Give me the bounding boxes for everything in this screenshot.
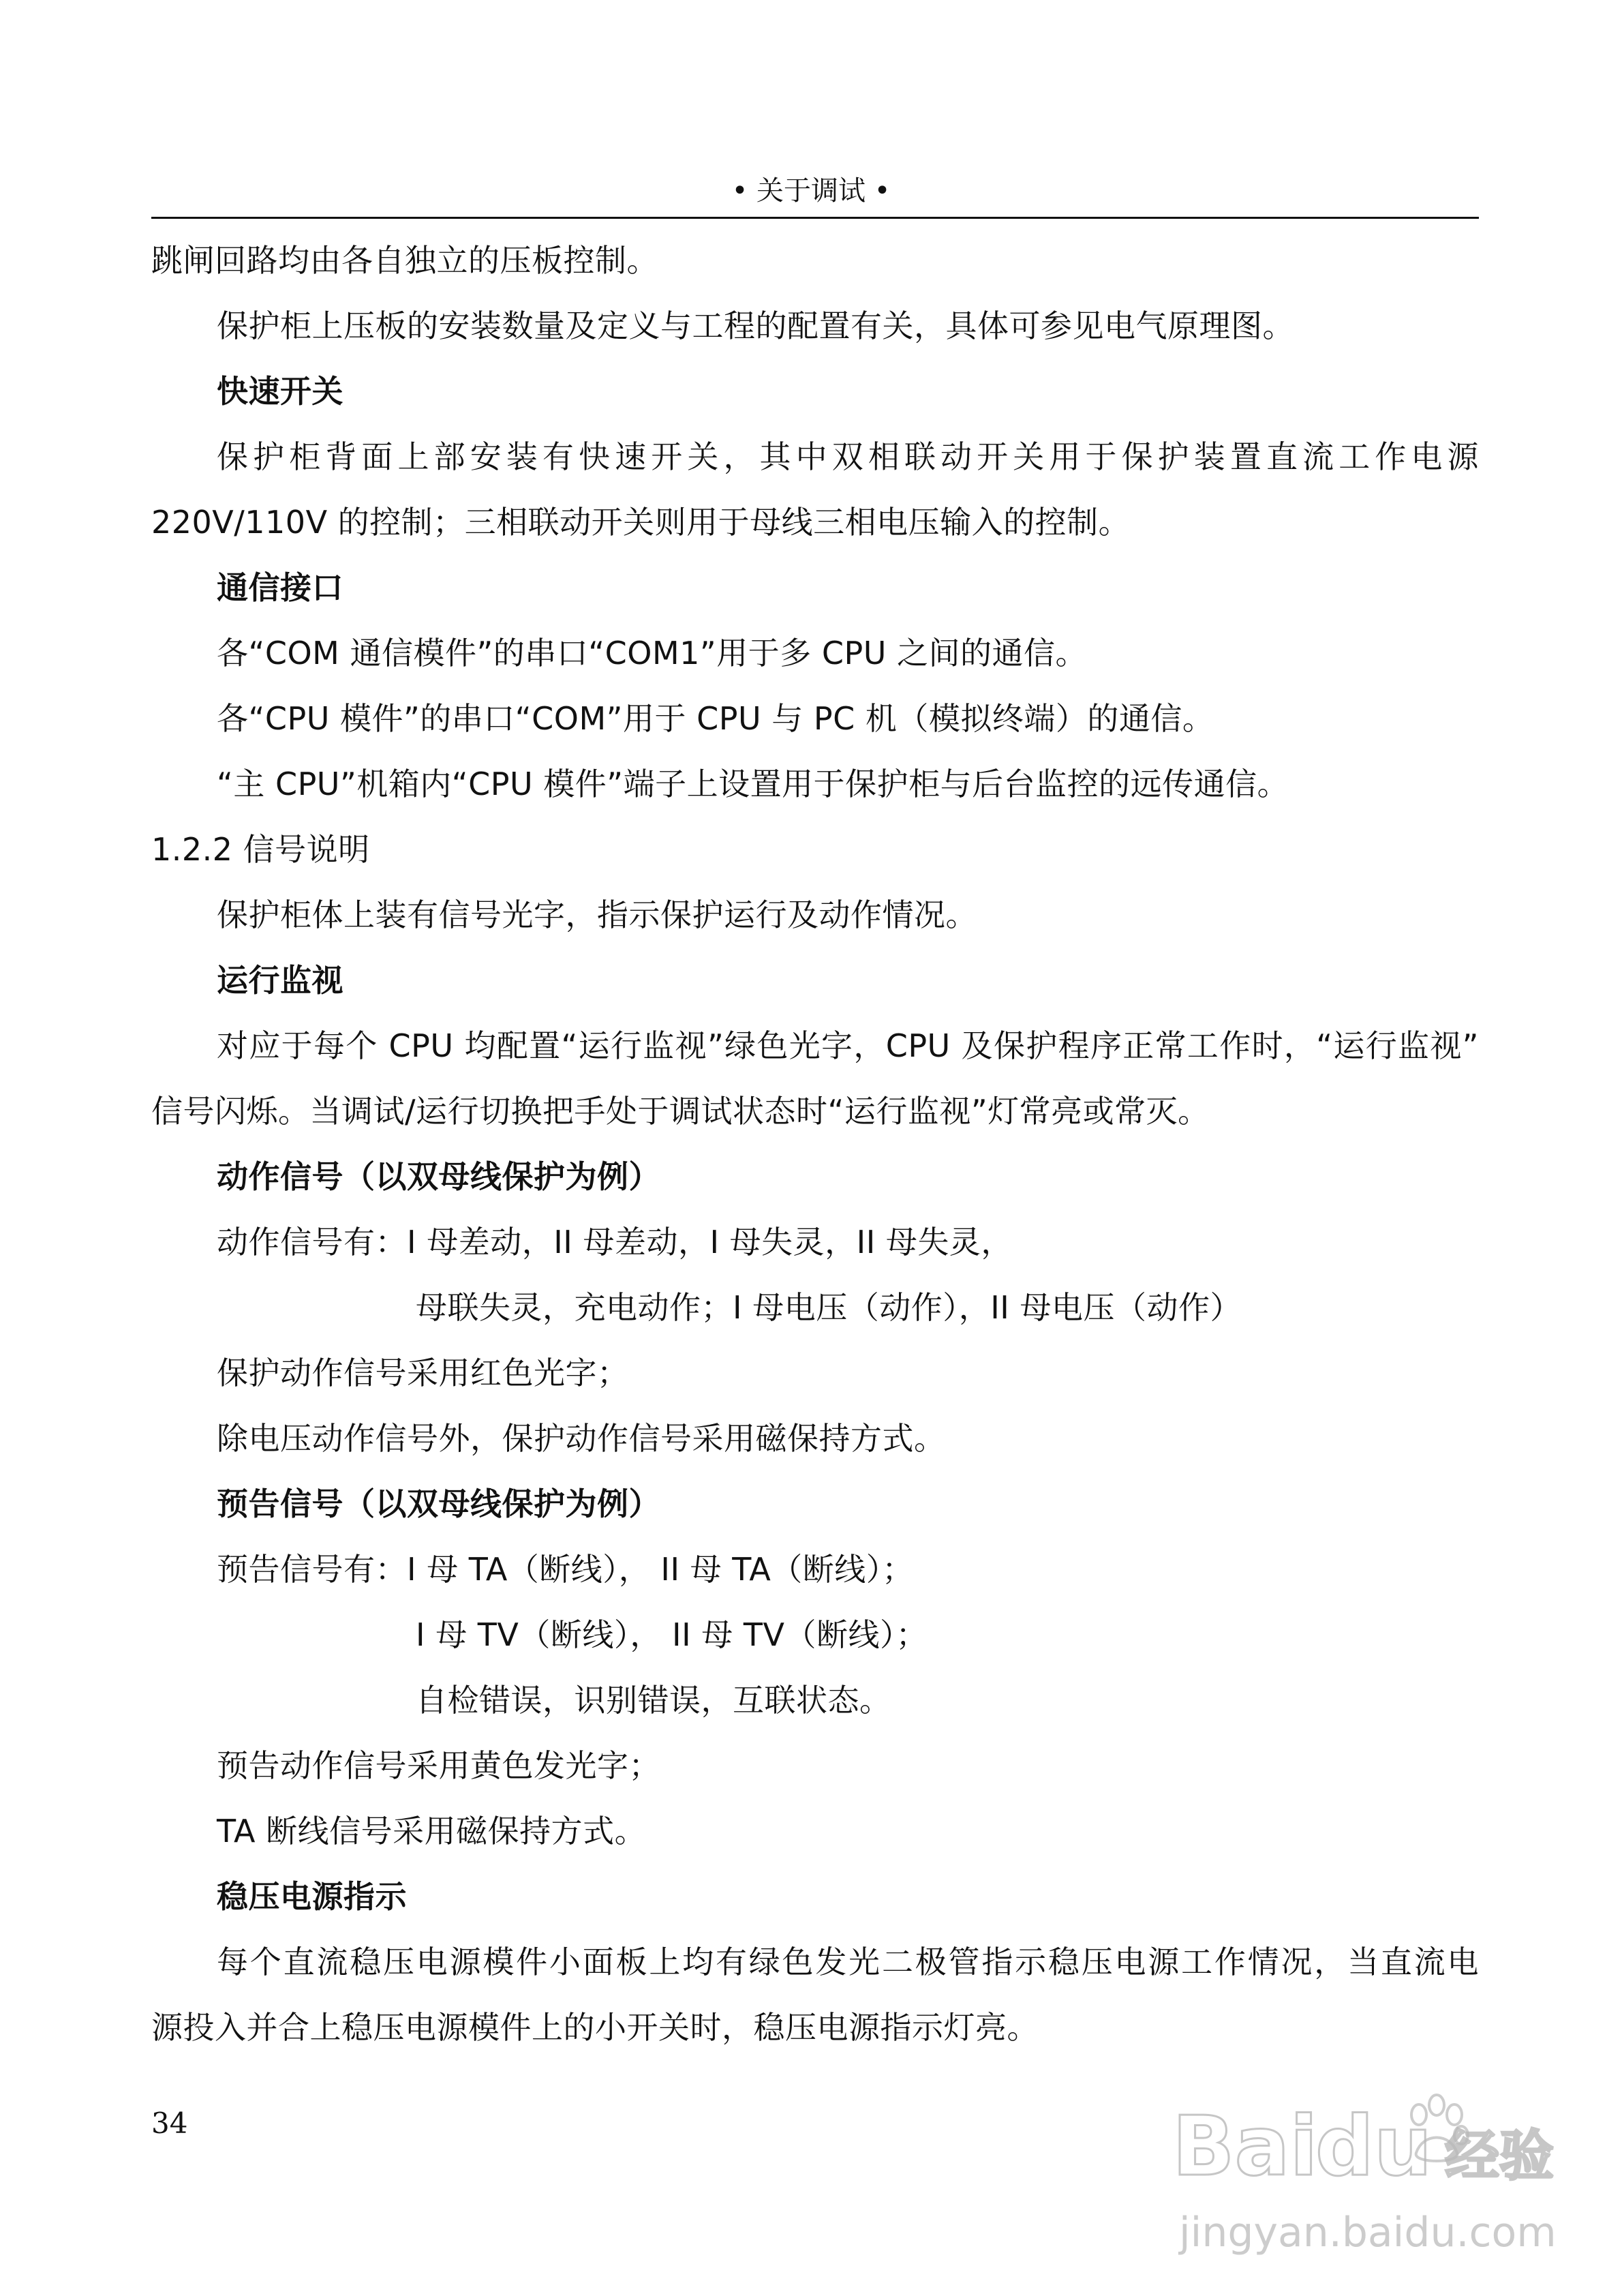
watermark-jingyan-cn: 经验 <box>1445 2124 1554 2188</box>
paragraph-line: 源投入并合上稳压电源模件上的小开关时，稳压电源指示灯亮。 <box>151 2009 1039 2046</box>
paragraph-line: 跳闸回路均由各自独立的压板控制。 <box>151 242 658 279</box>
watermark-url: jingyan.baidu.com <box>1179 2209 1557 2256</box>
section-heading: 通信接口 <box>217 569 343 606</box>
baidu-jingyan-watermark-logo <box>1159 2072 1567 2277</box>
section-heading: 快速开关 <box>217 373 343 410</box>
section-heading: 动作信号（以双母线保护为例） <box>217 1158 660 1195</box>
paragraph-line: 保护柜体上装有信号光字，指示保护运行及动作情况。 <box>217 896 977 933</box>
paragraph-line: 预告动作信号采用黄色发光字； <box>217 1747 660 1784</box>
paragraph-line: 每个直流稳压电源模件小面板上均有绿色发光二极管指示稳压电源工作情况，当直流电 <box>217 1944 1479 1980</box>
watermark-du: du <box>1315 2100 1433 2194</box>
section-heading: 运行监视 <box>217 962 343 999</box>
paragraph-line: 对应于每个 CPU 均配置“运行监视”绿色光字，CPU 及保护程序正常工作时，“运行监视” <box>217 1027 1479 1064</box>
subsection-number-title: 1.2.2 信号说明 <box>151 831 370 868</box>
paragraph-line: 母联失灵，充电动作；I 母电压（动作），II 母电压（动作） <box>416 1289 1242 1326</box>
paragraph-line: 动作信号有：I 母差动，II 母差动，I 母失灵，II 母失灵， <box>217 1224 1013 1260</box>
paragraph-line: 220V/110V 的控制；三相联动开关则用于母线三相电压输入的控制。 <box>151 504 1131 541</box>
paragraph-line: 除电压动作信号外，保护动作信号采用磁保持方式。 <box>217 1420 946 1457</box>
paragraph-line: 保护柜背面上部安装有快速开关，其中双相联动开关用于保护装置直流工作电源 <box>217 438 1479 475</box>
section-heading: 预告信号（以双母线保护为例） <box>217 1485 660 1522</box>
paragraph-line: “主 CPU”机箱内“CPU 模件”端子上设置用于保护柜与后台监控的远传通信。 <box>217 766 1289 802</box>
paragraph-line: 各“COM 通信模件”的串口“COM1”用于多 CPU 之间的通信。 <box>217 635 1088 671</box>
paragraph-line: 信号闪烁。当调试/运行切换把手处于调试状态时“运行监视”灯常亮或常灭。 <box>151 1093 1210 1130</box>
page-number: 34 <box>151 2106 188 2140</box>
paragraph-line: 自检错误，识别错误，互联状态。 <box>416 1682 891 1719</box>
paragraph-line: 预告信号有：I 母 TA（断线）， II 母 TA（断线）； <box>217 1551 914 1588</box>
paragraph-line: TA 断线信号采用磁保持方式。 <box>217 1813 647 1849</box>
header-rule <box>151 217 1479 219</box>
section-heading: 稳压电源指示 <box>217 1878 407 1915</box>
watermark-bai: Bai <box>1172 2100 1318 2194</box>
paragraph-line: 保护柜上压板的安装数量及定义与工程的配置有关，具体可参见电气原理图。 <box>217 307 1294 344</box>
paragraph-line: 保护动作信号采用红色光字； <box>217 1355 629 1391</box>
paragraph-line: 各“CPU 模件”的串口“COM”用于 CPU 与 PC 机（模拟终端）的通信。 <box>217 700 1214 737</box>
paragraph-line: I 母 TV（断线）， II 母 TV（断线）； <box>416 1616 928 1653</box>
running-header: • 关于调试 • <box>731 175 891 207</box>
